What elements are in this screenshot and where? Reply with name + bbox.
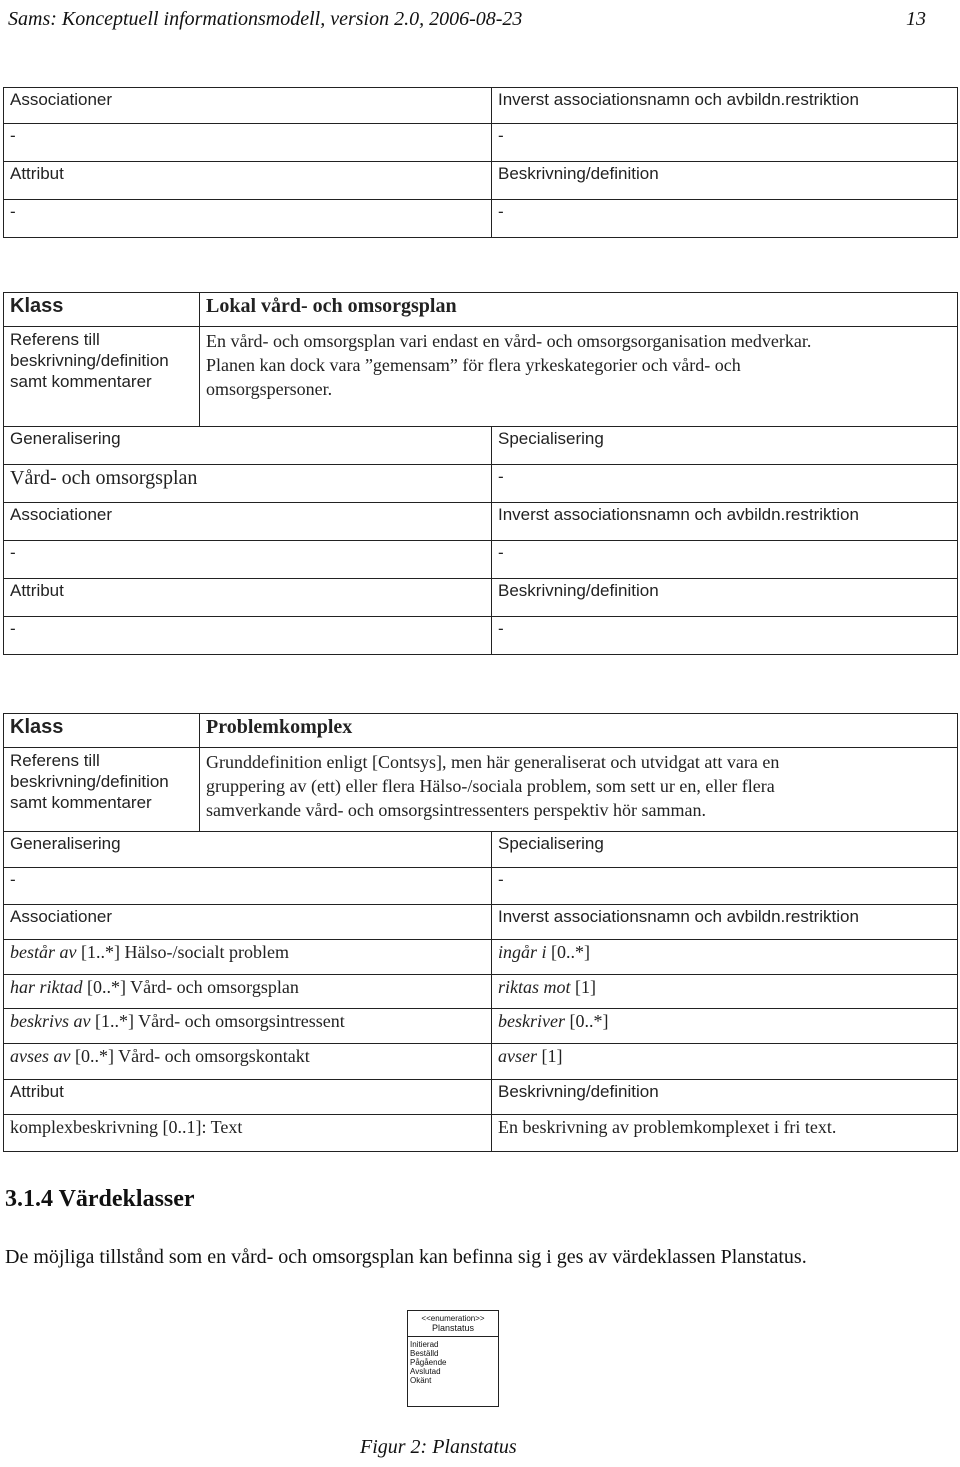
association-target: [1..*] Hälso-/socialt problem — [76, 942, 289, 962]
class-table-1 — [3, 87, 958, 238]
inverse-role: beskriver — [498, 1011, 565, 1031]
association-target: [0..*] Vård- och omsorgskontakt — [70, 1046, 310, 1066]
klass-label: Klass — [4, 293, 200, 327]
class-table-2 — [3, 292, 958, 655]
class-table-3 — [3, 713, 958, 1152]
inverse-label: Inverst associationsnamn och avbildn.restriktion — [492, 88, 958, 124]
inverse-value: - — [492, 541, 958, 579]
stereotype-label: <<enumeration>> — [421, 1314, 485, 1323]
desc-value: En beskrivning av problemkomplexet i fri text. — [492, 1115, 958, 1152]
desc-value: - — [492, 617, 958, 655]
desc-label: Beskrivning/definition — [492, 579, 958, 617]
ref-text-line-2: gruppering av (ett) eller flera Hälso-/sociala problem, som sett ur en, eller flera — [206, 776, 775, 796]
association-role: beskrivs av — [10, 1011, 91, 1031]
desc-label: Beskrivning/definition — [492, 1080, 958, 1115]
ref-label — [4, 327, 200, 427]
association-role: har riktad — [10, 977, 83, 997]
association-target: [0..*] Vård- och omsorgsplan — [82, 977, 299, 997]
running-header: Sams: Konceptuell informationsmodell, version 2.0, 2006-08-23 — [8, 8, 523, 30]
inverse-multiplicity: [1] — [537, 1046, 563, 1066]
klass-label: Klass — [4, 714, 200, 748]
assoc-label: Associationer — [4, 88, 492, 124]
spec-label: Specialisering — [492, 427, 958, 465]
assoc-value: - — [4, 124, 492, 162]
inverse-association-4 — [492, 1044, 958, 1080]
enum-literal: Beställd — [410, 1349, 439, 1358]
assoc-label: Associationer — [4, 905, 492, 940]
spec-value: - — [492, 465, 958, 503]
inverse-multiplicity: [0..*] — [564, 1011, 609, 1031]
ref-text-line-2: Planen kan dock vara ”gemensam” för flera yrkeskategorier och vård- och — [206, 355, 741, 375]
assoc-value: - — [4, 541, 492, 579]
attr-label: Attribut — [4, 579, 492, 617]
association-2 — [4, 975, 492, 1009]
inverse-label: Inverst associationsnamn och avbildn.restriktion — [492, 503, 958, 541]
ref-text — [200, 748, 958, 832]
inverse-role: avser — [498, 1046, 537, 1066]
ref-label-line-3: samt kommentarer — [10, 793, 152, 812]
inverse-multiplicity: [0..*] — [546, 942, 591, 962]
class-name: Problemkomplex — [200, 714, 958, 748]
ref-text — [200, 327, 958, 427]
inverse-multiplicity: [1] — [570, 977, 597, 997]
enum-literal: Avslutad — [410, 1367, 441, 1376]
spec-value: - — [492, 868, 958, 905]
inverse-role: riktas mot — [498, 977, 571, 997]
spec-label: Specialisering — [492, 832, 958, 868]
class-name: Lokal vård- och omsorgsplan — [200, 293, 958, 327]
page-number: 13 — [906, 8, 926, 30]
enum-literal: Initierad — [410, 1340, 439, 1349]
ref-text-line-1: Grunddefinition enligt [Contsys], men här generaliserat och utvidgat att vara en — [206, 752, 780, 772]
association-3 — [4, 1009, 492, 1044]
class-name-label: Planstatus — [408, 1323, 498, 1337]
ref-text-line-3: omsorgspersoner. — [206, 379, 333, 399]
gen-value: - — [4, 868, 492, 905]
inverse-association-3 — [492, 1009, 958, 1044]
association-4 — [4, 1044, 492, 1080]
enumeration-class-box — [407, 1310, 499, 1407]
gen-label: Generalisering — [4, 427, 492, 465]
ref-label-line-1: Referens till — [10, 751, 100, 770]
assoc-label: Associationer — [4, 503, 492, 541]
ref-label-line-2: beskrivning/definition — [10, 772, 169, 791]
attr-label: Attribut — [4, 1080, 492, 1115]
ref-text-line-1: En vård- och omsorgsplan vari endast en vård- och omsorgsorganisation medverkar. — [206, 331, 812, 351]
enum-literal: Okänt — [410, 1376, 432, 1385]
inverse-label: Inverst associationsnamn och avbildn.restriktion — [492, 905, 958, 940]
enum-literal: Pågående — [410, 1358, 447, 1367]
attr-value: komplexbeskrivning [0..1]: Text — [4, 1115, 492, 1152]
inverse-association-2 — [492, 975, 958, 1009]
gen-value: Vård- och omsorgsplan — [4, 465, 492, 503]
inverse-role: ingår i — [498, 942, 547, 962]
ref-label-line-1: Referens till — [10, 330, 100, 349]
attr-label: Attribut — [4, 162, 492, 200]
association-1 — [4, 940, 492, 975]
attr-value: - — [4, 200, 492, 238]
ref-label-line-2: beskrivning/definition — [10, 351, 169, 370]
desc-label: Beskrivning/definition — [492, 162, 958, 200]
ref-text-line-3: samverkande vård- och omsorgsintressenters perspektiv hör samman. — [206, 800, 707, 820]
association-target: [1..*] Vård- och omsorgsintressent — [90, 1011, 345, 1031]
ref-label — [4, 748, 200, 832]
section-paragraph: De möjliga tillstånd som en vård- och omsorgsplan kan befinna sig i ges av värdeklassen Planstatus. — [5, 1246, 807, 1268]
section-heading: 3.1.4 Värdeklasser — [5, 1186, 195, 1212]
association-role: avses av — [10, 1046, 71, 1066]
inverse-value: - — [492, 124, 958, 162]
figure-caption: Figur 2: Planstatus — [360, 1436, 517, 1458]
attr-value: - — [4, 617, 492, 655]
inverse-association-1 — [492, 940, 958, 975]
association-role: består av — [10, 942, 77, 962]
desc-value: - — [492, 200, 958, 238]
ref-label-line-3: samt kommentarer — [10, 372, 152, 391]
gen-label: Generalisering — [4, 832, 492, 868]
